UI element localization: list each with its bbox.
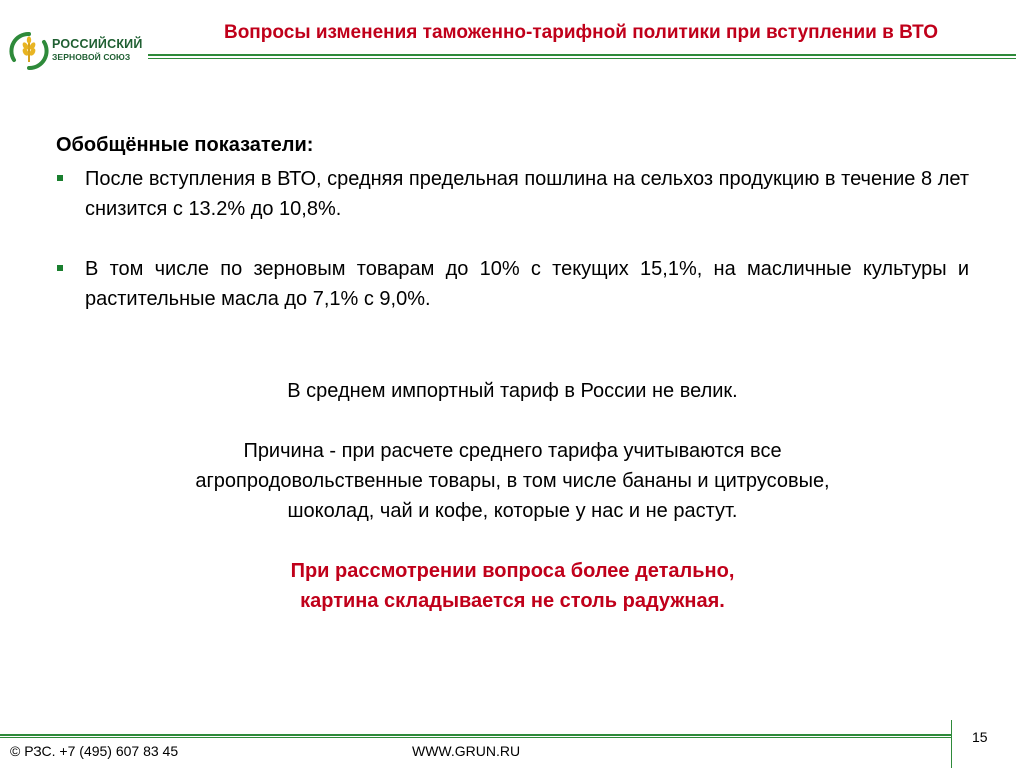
bullet-square-icon — [57, 265, 63, 271]
logo — [8, 30, 158, 70]
bullet-text: После вступления в ВТО, средняя предельная пошлина на сельхоз продукцию в течение 8 лет снизится с 13.2% до 10,8%. — [85, 168, 969, 220]
bullet-text: В том числе по зерновым товарам до 10% с текущих 15,1%, на масличные культуры и растительные масла до 7,1% с 9,0%. — [85, 258, 969, 310]
bullet-item — [56, 164, 969, 224]
footer-website: WWW.GRUN.RU — [412, 743, 521, 759]
footer-contact: © РЗС. +7 (495) 607 83 45 — [10, 743, 179, 759]
summary-block — [56, 376, 969, 616]
section-heading: Обобщённые показатели: — [56, 134, 314, 156]
reason-line: шоколад, чай и кофе, которые у нас и не растут. — [287, 500, 738, 522]
reason-line: Причина - при расчете среднего тарифа учитываются все — [243, 440, 782, 462]
reason-line: агропродовольственные товары, в том числе бананы и цитрусовые, — [195, 470, 830, 492]
logo-line1: РОССИЙСКИЙ — [52, 37, 143, 51]
bullet-list — [56, 164, 969, 344]
header-divider — [148, 54, 1016, 59]
bullet-square-icon — [57, 175, 63, 181]
page-number: 15 — [972, 729, 988, 745]
conclusion-line: При рассмотрении вопроса более детально, — [290, 560, 735, 582]
summary-text: В среднем импортный тариф в России не велик. — [287, 380, 738, 402]
conclusion-line: картина складывается не столь радужная. — [300, 590, 725, 612]
bullet-item — [56, 254, 969, 314]
slide-title: Вопросы изменения таможенно-тарифной политики при вступлении в ВТО — [223, 22, 939, 43]
footer-divider — [0, 734, 952, 738]
logo-line2: ЗЕРНОВОЙ СОЮЗ — [52, 52, 131, 62]
footer-vertical-divider — [951, 720, 952, 768]
logo-text — [52, 38, 143, 64]
wheat-ear-icon — [8, 30, 50, 72]
